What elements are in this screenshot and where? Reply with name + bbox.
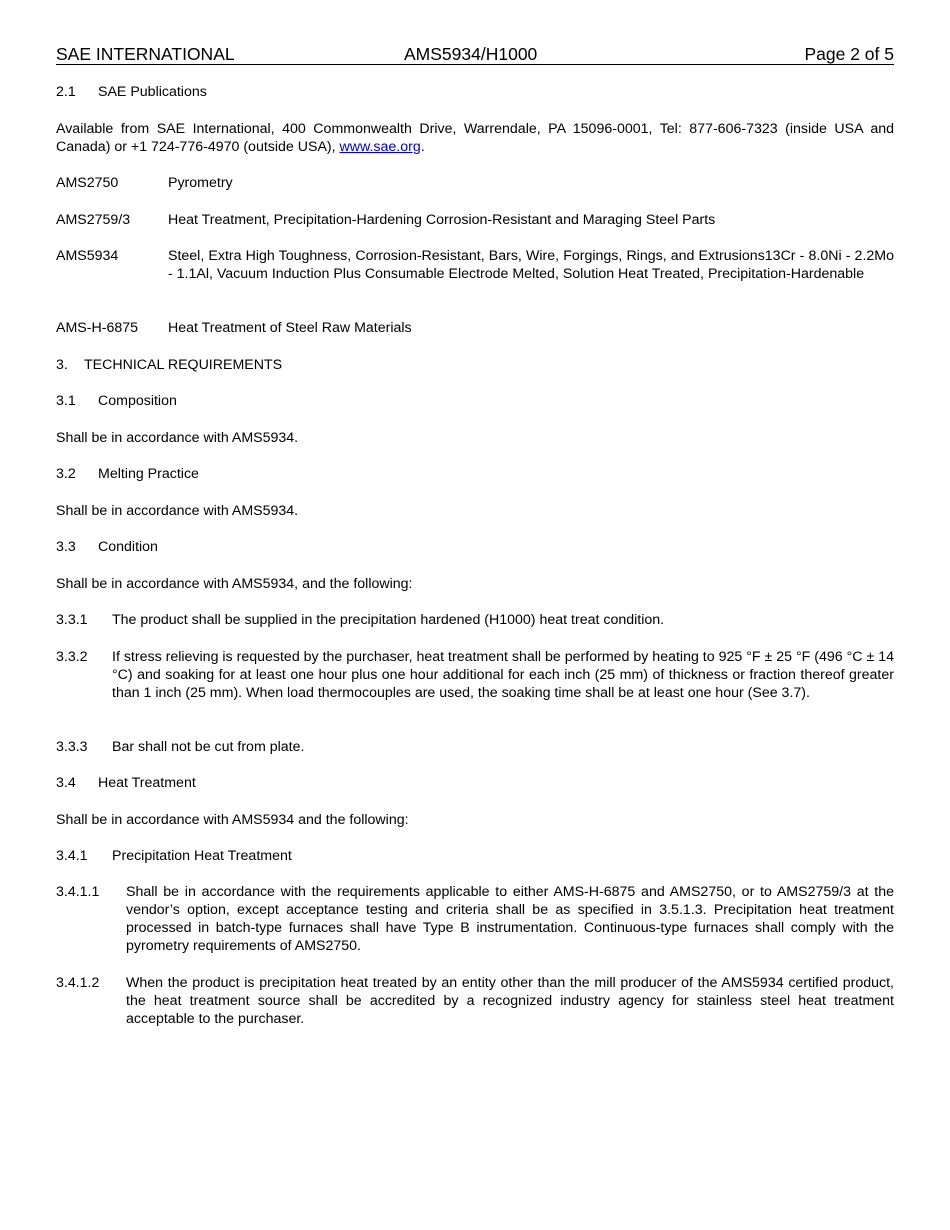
reference-code: AMS2759/3 <box>56 212 131 228</box>
availability-text: Available from SAE International, 400 Commonwealth Drive, Warrendale, PA 15096-0001, Tel: 877-606-7323 (inside USA and Canada) or +1 724-776-4970 (outside USA), <box>56 121 894 155</box>
section-title: Melting Practice <box>98 466 199 482</box>
section-3-1-body: Shall be in accordance with AMS5934. <box>56 430 299 446</box>
availability-end: . <box>420 139 425 155</box>
section-number: 3. <box>56 357 68 373</box>
section-title: Composition <box>98 393 177 409</box>
section-number: 3.4.1.1 <box>56 884 100 900</box>
header-doc-number: AMS5934/H1000 <box>404 44 538 64</box>
reference-item <box>56 247 894 283</box>
reference-code: AMS5934 <box>56 248 119 264</box>
sae-website-link[interactable]: www.sae.org <box>339 139 421 155</box>
section-number: 3.4.1.2 <box>56 975 100 991</box>
section-text: The product shall be supplied in the precipitation hardened (H1000) heat treat condition. <box>112 612 665 628</box>
section-3-4-1-1 <box>56 883 894 955</box>
section-number: 3.1 <box>56 393 76 409</box>
reference-item <box>56 319 894 337</box>
section-3-4-body: Shall be in accordance with AMS5934 and the following: <box>56 812 409 828</box>
reference-code: AMS-H-6875 <box>56 320 139 336</box>
reference-title: Heat Treatment of Steel Raw Materials <box>168 320 412 336</box>
section-number: 3.2 <box>56 466 76 482</box>
section-number: 2.1 <box>56 84 76 100</box>
reference-title: Pyrometry <box>168 175 233 191</box>
section-3-4-1-heading <box>56 847 894 865</box>
availability-paragraph <box>56 120 894 156</box>
header-org: SAE INTERNATIONAL <box>56 44 235 64</box>
section-3-3-2 <box>56 648 894 702</box>
section-text: When the product is precipitation heat treated by an entity other than the mill producer of the AMS5934 certified product, the heat treatment source shall be accredited by a recognized industry agency for stainless steel heat treatment acceptable to the purchaser. <box>126 975 894 1027</box>
section-3-3-1 <box>56 611 894 629</box>
section-title: Heat Treatment <box>98 775 196 791</box>
section-number: 3.4.1 <box>56 848 88 864</box>
section-title: SAE Publications <box>98 84 207 100</box>
page-header <box>56 44 894 65</box>
section-number: 3.3.2 <box>56 649 88 665</box>
section-text: If stress relieving is requested by the purchaser, heat treatment shall be performed by heating to 925 °F ± 25 °F (496 °C ± 14 °C) and soaking for at least one hour plus one hour additional for each inch (25 mm) of thickness or fraction thereof greater than 1 inch (25 mm). When load thermocouples are used, the soaking time shall be at least one hour (See 3.7). <box>112 649 894 701</box>
reference-item <box>56 174 894 192</box>
reference-title: Heat Treatment, Precipitation-Hardening Corrosion-Resistant and Maraging Steel Parts <box>168 212 716 228</box>
reference-item <box>56 211 894 229</box>
header-page-number: Page 2 of 5 <box>804 44 894 64</box>
section-title: Precipitation Heat Treatment <box>112 848 292 864</box>
reference-title: Steel, Extra High Toughness, Corrosion-Resistant, Bars, Wire, Forgings, Rings, and Extrusions13Cr - 8.0Ni - 2.2Mo - 1.1Al, Vacuum Induction Plus Consumable Electrode Melted, Solution Heat Treated, Precipitation-Hardenable <box>168 248 894 282</box>
reference-code: AMS2750 <box>56 175 119 191</box>
section-3-2-body: Shall be in accordance with AMS5934. <box>56 503 299 519</box>
section-3-4-1-2 <box>56 974 894 1028</box>
section-3-3-body: Shall be in accordance with AMS5934, and the following: <box>56 576 413 592</box>
section-number: 3.3.1 <box>56 612 88 628</box>
section-number: 3.3.3 <box>56 739 88 755</box>
section-title: Condition <box>98 539 158 555</box>
section-text: Shall be in accordance with the requirements applicable to either AMS-H-6875 and AMS2750, or to AMS2759/3 at the vendor’s option, except acceptance testing and criteria shall be as specified in 3.5.1.3. Precipitation heat treatment processed in batch-type furnaces shall have Type B instrumentation. Continuous-type furnaces shall comply with the pyrometry requirements of AMS2750. <box>126 884 894 954</box>
section-number: 3.4 <box>56 775 76 791</box>
section-number: 3.3 <box>56 539 76 555</box>
section-title: TECHNICAL REQUIREMENTS <box>84 357 283 373</box>
section-text: Bar shall not be cut from plate. <box>112 739 305 755</box>
section-3-3-3 <box>56 738 894 756</box>
